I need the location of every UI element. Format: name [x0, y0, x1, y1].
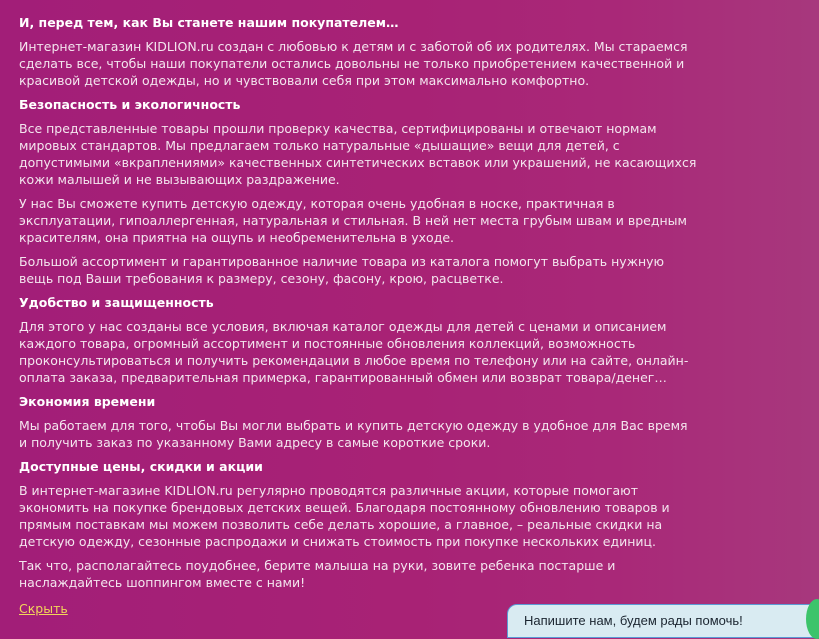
comfort-text: Для этого у нас созданы все условия, включая каталог одежды для детей с ценами и описанием каждого товара, огромный ассортимент и постоянные обновления коллекций, возможность проконсультироваться и получить рекомендации в любое время по телефону или на сайте, онлайн-оплата заказа, предварительная примерка, гарантированный обмен или возврат товара/денег…	[19, 319, 689, 385]
prices-text-2: Так что, располагайтесь поудобнее, берите малыша на руки, зовите ребенка постарше и наслаждайтесь шоппингом вместе с нами!	[19, 558, 616, 590]
safety-text-3: Большой ассортимент и гарантированное наличие товара из каталога помогут выбрать нужную вещь под Ваши требования к размеру, сезону, фасону, крою, расцветке.	[19, 254, 665, 286]
chat-label: Напишите нам, будем рады помочь!	[524, 613, 743, 628]
safety-text-1: Все представленные товары прошли проверку качества, сертифицированы и отвечают нормам мировых стандартов. Мы предлагаем только натуральные «дышащие» вещи для детей, с допустимыми «вкраплениями» качественных синтетических вставок или украшений, не касающихся кожи малышей и не вызывающих раздражение.	[19, 121, 697, 187]
safety-text-2: У нас Вы сможете купить детскую одежду, которая очень удобная в носке, практичная в эксплуатации, гипоаллергенная, натуральная и стильная. В ней нет места грубым швам и вредным красителям, она приятна на ощупь и необременительна в уходе.	[19, 196, 687, 245]
chat-status-icon	[806, 599, 819, 639]
time-text: Мы работаем для того, чтобы Вы могли выбрать и купить детскую одежду в удобное для Вас время и получить заказ по указанному Вами адресу в самые короткие сроки.	[19, 418, 688, 450]
hide-link[interactable]: Скрыть	[19, 601, 68, 616]
comfort-heading: Удобство и защищенность	[19, 295, 214, 310]
prices-text-1: В интернет-магазине KIDLION.ru регулярно проводятся различные акции, которые помогают экономить на покупке брендовых детских вещей. Благодаря постоянному обновлению товаров и прямым поставкам мы можем позволить себе делать хорошие, а главное, – реальные скидки на детскую одежду, сезонные распродажи и снижать стоимость при покупке нескольких единиц.	[19, 483, 670, 549]
chat-widget[interactable]	[507, 604, 819, 638]
intro-text: Интернет-магазин KIDLION.ru создан с любовью к детям и с заботой об их родителях. Мы стараемся сделать все, чтобы наши покупатели остались довольны не только приобретением качественной и красивой детской одежды, но и чувствовали себя при этом максимально комфортно.	[19, 39, 688, 88]
time-heading: Экономия времени	[19, 394, 156, 409]
prices-heading: Доступные цены, скидки и акции	[19, 459, 263, 474]
intro-heading: И, перед тем, как Вы станете нашим покупателем…	[19, 15, 399, 30]
safety-heading: Безопасность и экологичность	[19, 97, 241, 112]
seo-text-block	[19, 14, 699, 598]
